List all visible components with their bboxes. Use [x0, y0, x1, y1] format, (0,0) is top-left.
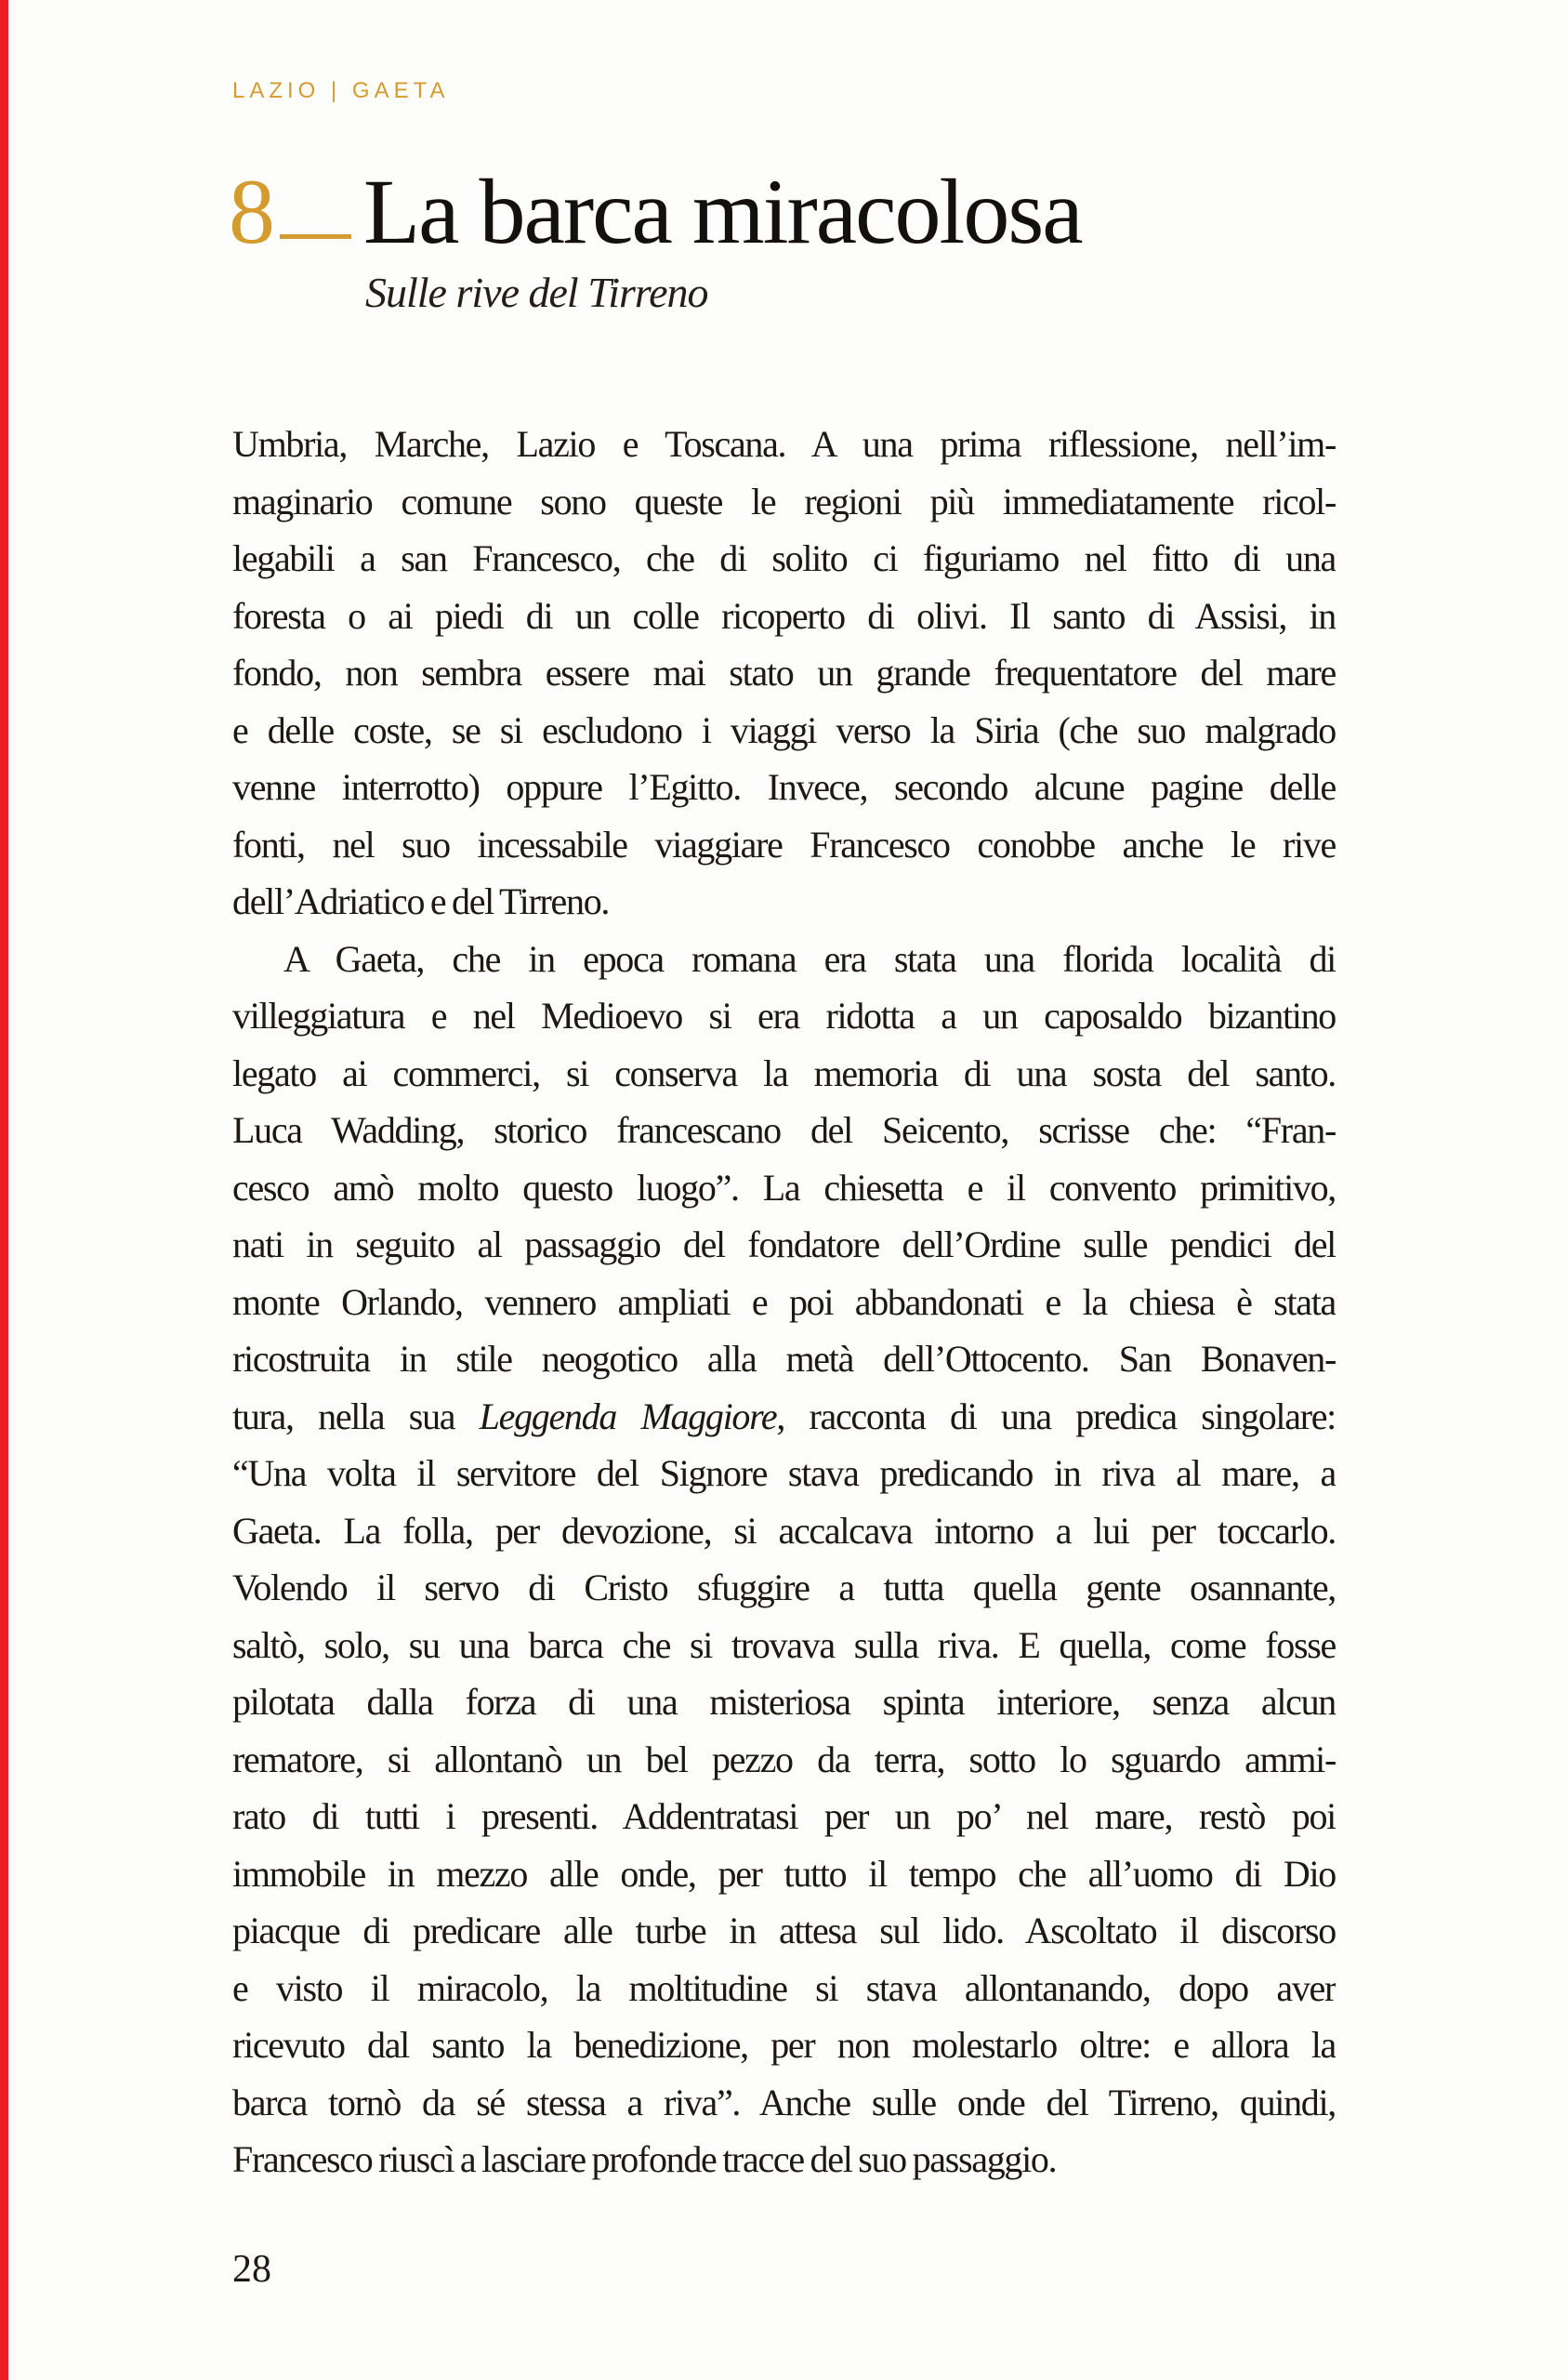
text-line — [232, 702, 1336, 760]
text-line — [232, 1216, 1336, 1274]
text-segment: piacque di predicare alle turbe in attesa sul lido. Ascoltato il discorso — [232, 1910, 1336, 1951]
text-line — [232, 2131, 1336, 2188]
text-segment: e visto il miracolo, la moltitudine si stava allontanando, dopo aver — [232, 1966, 1336, 2009]
text-segment: venne interrotto) oppure l’Egitto. Invece, secondo alcune pagine delle — [232, 766, 1336, 808]
text-segment: , racconta di una predica singolare: — [776, 1395, 1336, 1437]
text-line — [232, 473, 1336, 531]
section-kicker: LAZIO | GAETA — [232, 78, 450, 103]
text-segment: foresta o ai piedi di un colle ricoperto di olivi. Il santo di Assisi, in — [232, 594, 1336, 637]
text-line — [232, 1731, 1336, 1789]
text-line — [232, 1388, 1336, 1446]
text-line — [232, 2016, 1336, 2074]
text-segment: “Una volta il servitore del Signore stava predicando in riva al mare, a — [232, 1452, 1336, 1494]
italic-text: Leggenda Maggiore — [479, 1395, 777, 1437]
text-line — [232, 1274, 1336, 1331]
body-text — [232, 416, 1336, 2188]
text-line — [232, 416, 1336, 473]
text-line — [232, 987, 1336, 1045]
text-segment: Gaeta. La folla, per devozione, si accalcava intorno a lui per toccarlo. — [232, 1509, 1336, 1552]
chapter-number: 8 — [229, 160, 275, 263]
text-segment: A Gaeta, che in epoca romana era stata una florida località di — [283, 937, 1336, 980]
text-line — [232, 1845, 1336, 1903]
text-line — [232, 2074, 1336, 2132]
text-line — [232, 759, 1336, 816]
text-segment: rato di tutti i presenti. Addentratasi per un po’ nel mare, restò poi — [232, 1795, 1336, 1837]
text-line — [232, 1445, 1336, 1502]
text-line — [232, 1673, 1336, 1731]
text-segment: barca tornò da sé stessa a riva”. Anche sulle onde del Tirreno, quindi, — [232, 2081, 1336, 2123]
text-segment: Luca Wadding, storico francescano del Seicento, scrisse che: “Fran- — [232, 1109, 1336, 1151]
text-line — [232, 644, 1336, 702]
text-line — [232, 931, 1336, 988]
text-line — [232, 1617, 1336, 1674]
text-segment: e delle coste, se si escludono i viaggi verso la Siria (che suo malgrado — [232, 708, 1336, 751]
text-segment: tura, nella sua — [232, 1395, 480, 1437]
text-line — [232, 1045, 1336, 1103]
text-segment: maginario comune sono queste le regioni più immediatamente ricol- — [232, 480, 1336, 522]
text-segment: Umbria, Marche, Lazio e Toscana. A una prima riflessione, nell’im- — [232, 423, 1336, 465]
text-line — [232, 1960, 1336, 2017]
text-segment: immobile in mezzo alle onde, per tutto il tempo che all’uomo di Dio — [232, 1852, 1336, 1895]
text-line — [232, 1559, 1336, 1617]
text-line — [232, 1330, 1336, 1388]
text-line — [232, 816, 1336, 874]
paragraph — [232, 416, 1336, 931]
text-segment: monte Orlando, vennero ampliati e poi abbandonati e la chiesa è stata — [232, 1280, 1336, 1323]
page-edge-red-strip — [0, 0, 8, 2380]
text-segment: Volendo il servo di Cristo sfuggire a tutta quella gente osannante, — [232, 1567, 1336, 1608]
chapter-number-underline — [280, 234, 351, 239]
text-segment: pilotata dalla forza di una misteriosa spinta interiore, senza alcun — [232, 1681, 1336, 1723]
text-line — [232, 530, 1336, 588]
text-segment: rematore, si allontanò un bel pezzo da terra, sotto lo sguardo ammi- — [232, 1738, 1336, 1780]
text-segment: Francesco riuscì a lasciare profonde tracce del suo passaggio. — [232, 2138, 1057, 2180]
text-line — [232, 588, 1336, 645]
text-segment: legabili a san Francesco, che di solito ci figuriamo nel fitto di una — [232, 537, 1336, 579]
text-line — [232, 1159, 1336, 1217]
text-segment: villeggiatura e nel Medioevo si era ridotta a un caposaldo bizantino — [232, 995, 1336, 1037]
text-segment: legato ai commerci, si conserva la memoria di una sosta del santo. — [232, 1051, 1336, 1094]
page-title: La barca miracolosa — [363, 160, 1082, 263]
text-segment: dell’Adriatico e del Tirreno. — [232, 880, 610, 922]
text-segment: saltò, solo, su una barca che si trovava sulla riva. E quella, come fosse — [232, 1623, 1336, 1666]
text-line — [232, 1102, 1336, 1159]
text-segment: ricostruita in stile neogotico alla metà dell’Ottocento. San Bonaven- — [232, 1338, 1336, 1380]
text-segment: fonti, nel suo incessabile viaggiare Francesco conobbe anche le rive — [232, 823, 1336, 866]
text-line — [232, 1502, 1336, 1560]
text-line — [232, 1788, 1336, 1845]
text-segment: nati in seguito al passaggio del fondatore dell’Ordine sulle pendici del — [232, 1223, 1336, 1265]
page-subtitle: Sulle rive del Tirreno — [365, 269, 708, 316]
paragraph — [232, 931, 1336, 2188]
text-line — [232, 873, 1336, 931]
page-number: 28 — [232, 2248, 271, 2291]
text-line — [232, 1902, 1336, 1960]
text-segment: cesco amò molto questo luogo”. La chiesetta e il convento primitivo, — [232, 1166, 1336, 1209]
text-segment: fondo, non sembra essere mai stato un grande frequentatore del mare — [232, 652, 1336, 694]
text-segment: ricevuto dal santo la benedizione, per non molestarlo oltre: e allora la — [232, 2024, 1336, 2066]
